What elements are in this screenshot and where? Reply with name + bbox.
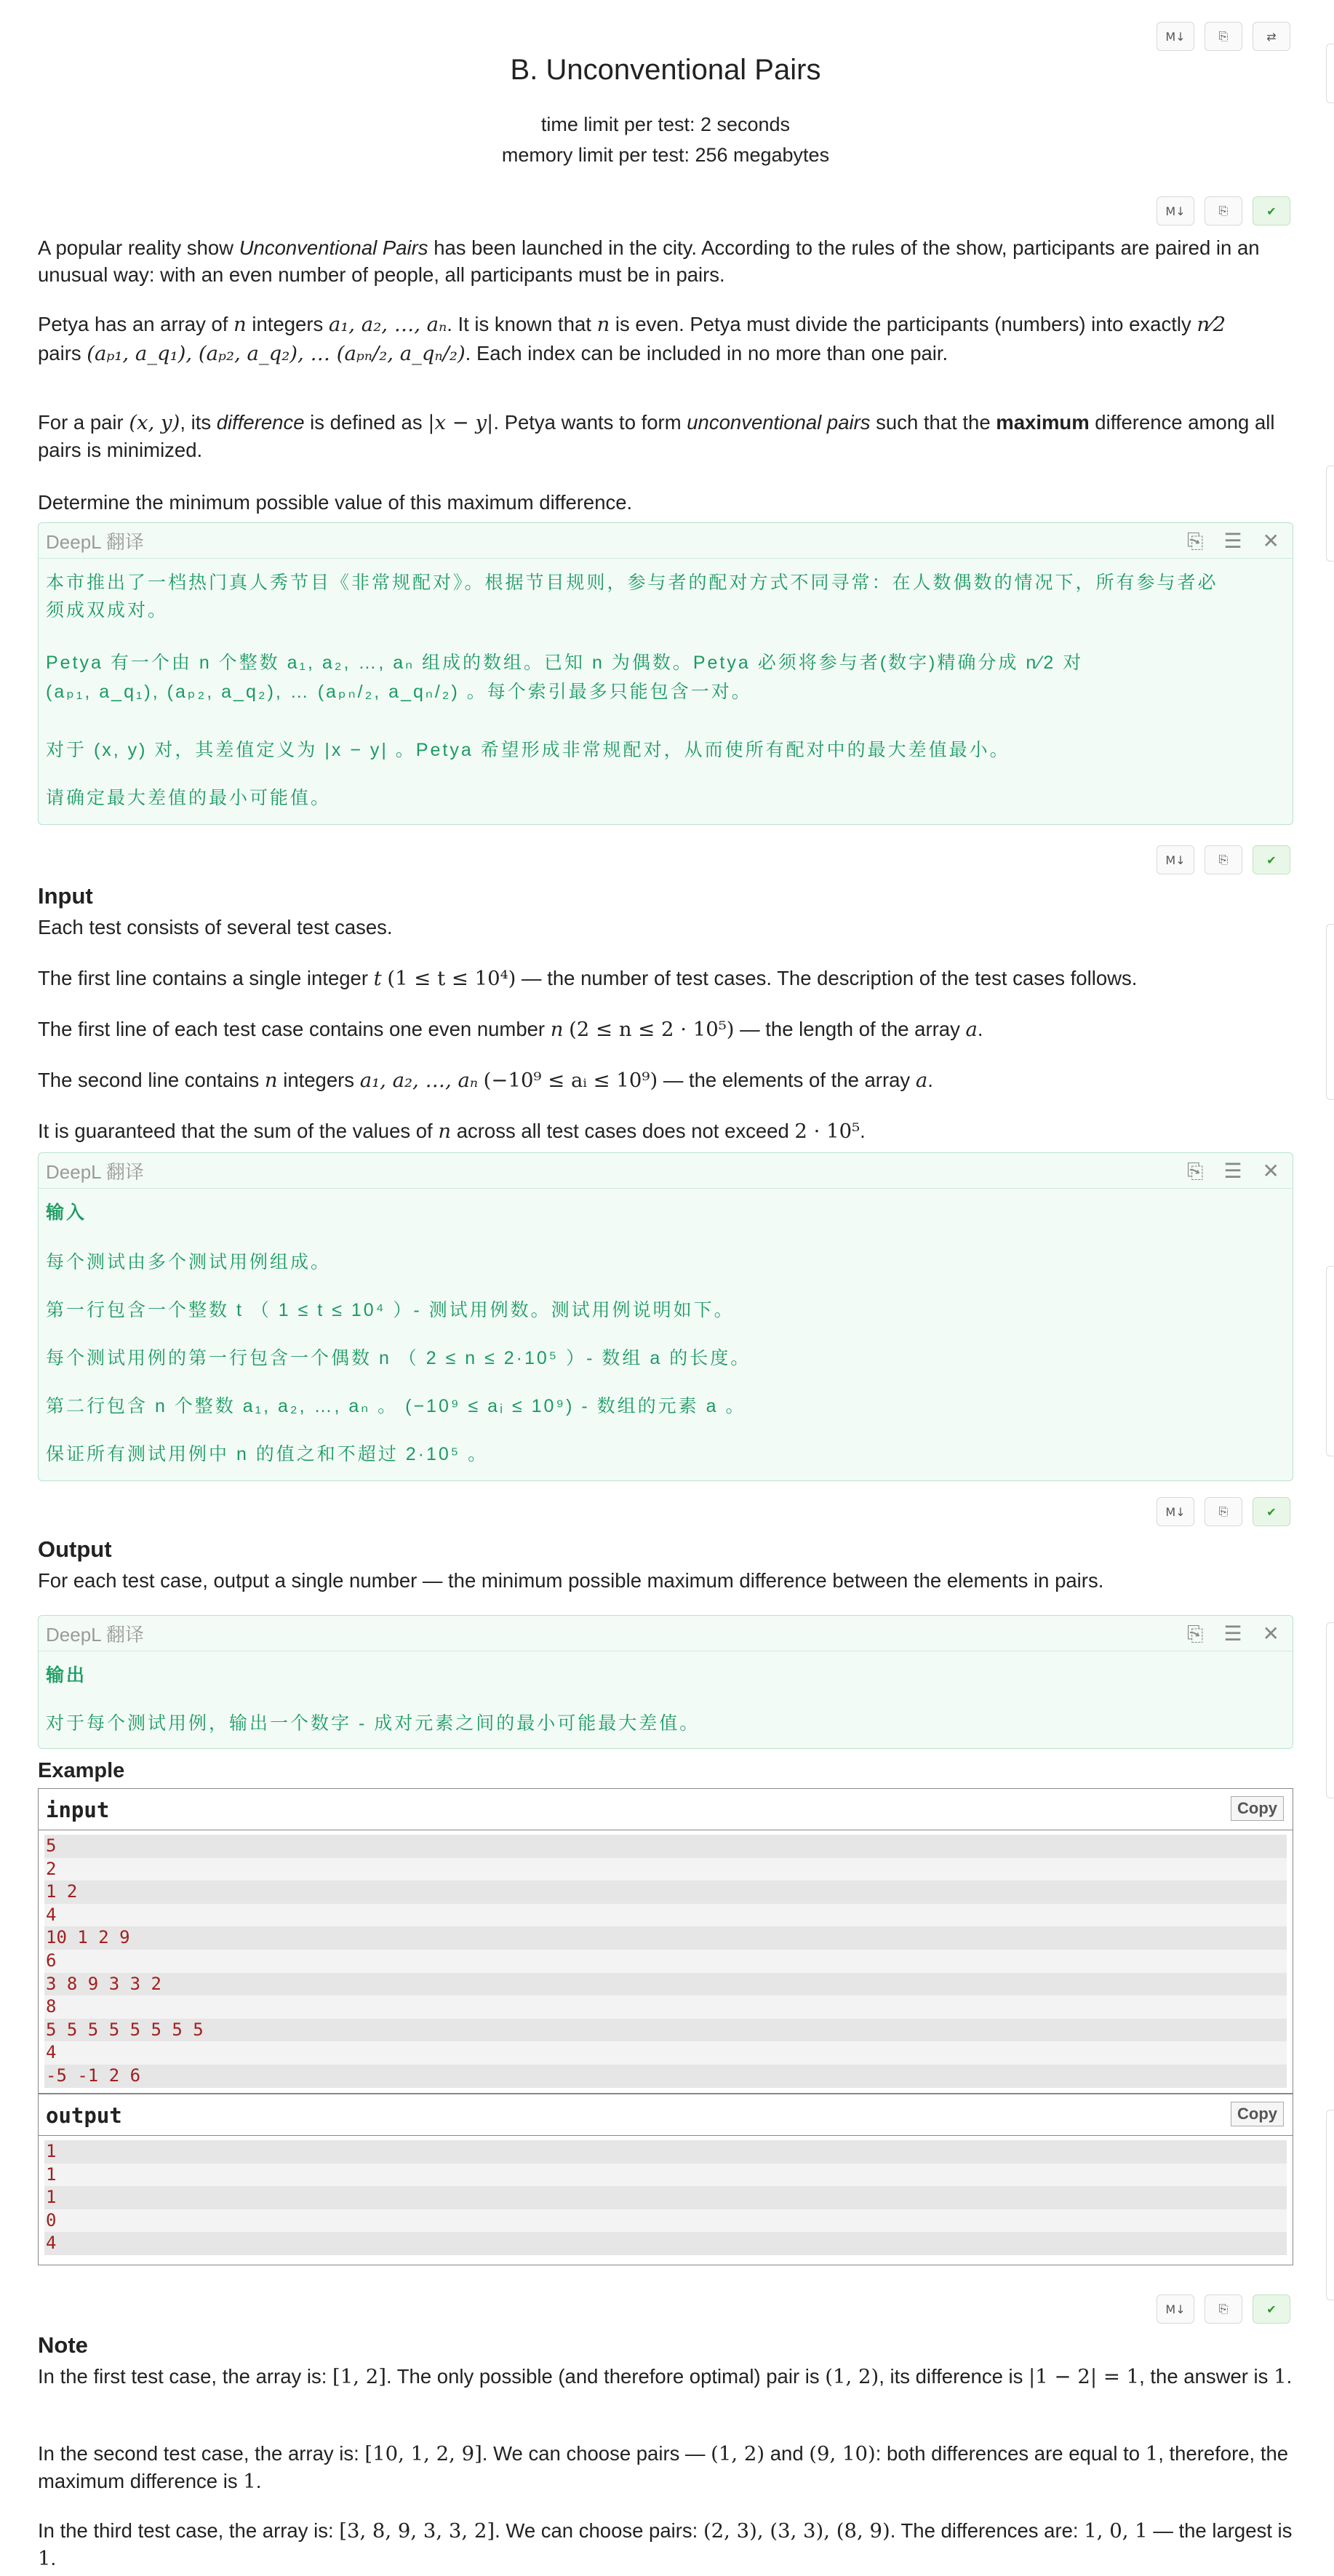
check-icon: ✔ (1266, 2302, 1277, 2316)
deepl-translation-output (38, 1615, 1293, 1749)
deepl-line: (aₚ₁, a_q₁), (aₚ₂, a_q₂), … (aₚₙ/₂, a_qₙ/₂) 。每个索引最多只能包含一对。 (46, 682, 752, 702)
deepl-label: DeepL 翻译 (46, 1623, 144, 1646)
check-icon: ✔ (1266, 1504, 1277, 1519)
deepl-line: 第一行包含一个整数 t （ 1 ≤ t ≤ 10⁴ ）- 测试用例数。测试用例说明如下。 (46, 1300, 735, 1320)
copy-button[interactable] (1205, 1497, 1242, 1526)
sidebar-tab[interactable] (1326, 2110, 1334, 2300)
markdown-button[interactable]: M↓ (1157, 196, 1194, 226)
legend-toolbar (1157, 196, 1290, 226)
deepl-line: 保证所有测试用例中 n 的值之和不超过 2·10⁵ 。 (46, 1444, 489, 1464)
deepl-header (39, 1153, 1293, 1189)
note-paragraph-3: In the third test case, the array is: [3, 8, 9, 3, 3, 2]. We can choose pairs: (2, 3), (3, 3), (8, 9). The differences are: 1, 0, 1 — the largest is 1. (38, 2519, 1293, 2570)
list-icon[interactable]: ☰ (1223, 1622, 1242, 1646)
deepl-line: 第二行包含 n 个整数 a₁, a₂, …, aₙ 。 (−10⁹ ≤ aᵢ ≤ 10⁹) - 数组的元素 a 。 (46, 1396, 746, 1416)
io-line: 3 8 9 3 3 2 (44, 1973, 1287, 1996)
input-line-3: The first line of each test case contains one even number n (2 ≤ n ≤ 2 · 10⁵) — the length of the array a. (38, 1018, 983, 1041)
markdown-button[interactable]: M↓ (1157, 845, 1194, 874)
input-box-title: input (46, 1798, 110, 1822)
output-box-title: output (46, 2103, 122, 2128)
deepl-line: 对于 (x, y) 对，其差值定义为 |x − y| 。Petya 希望形成非常规配对，从而使所有配对中的最大差值最小。 (46, 740, 1010, 760)
sidebar-tab[interactable] (1326, 44, 1334, 103)
deepl-line: 输入 (46, 1203, 87, 1223)
input-line-1: Each test consists of several test cases. (38, 916, 393, 938)
translate-icon: ⇄ (1266, 29, 1277, 44)
translate-done-button[interactable] (1253, 845, 1290, 874)
markdown-button[interactable]: M↓ (1157, 1497, 1194, 1526)
example-input-box (38, 1788, 1293, 2094)
memory-limit: memory limit per test: 256 megabytes (501, 144, 830, 166)
input-toolbar (1157, 845, 1290, 874)
copy-button[interactable] (1205, 196, 1242, 226)
note-paragraph-1: In the first test case, the array is: [1, 2]. The only possible (and therefore optimal) pair is (1, 2), its difference is |1 − 2| = 1, the answer is 1. (38, 2365, 1293, 2388)
check-icon: ✔ (1266, 204, 1277, 218)
deepl-line: 请确定最大差值的最小可能值。 (46, 788, 332, 808)
deepl-line: 对于每个测试用例，输出一个数字 - 成对元素之间的最小可能最大差值。 (46, 1713, 700, 1734)
io-line: 10 1 2 9 (44, 1926, 1287, 1950)
list-icon[interactable]: ☰ (1223, 529, 1242, 553)
copy-output-button[interactable]: Copy (1231, 2102, 1284, 2126)
deepl-line: 每个测试由多个测试用例组成。 (46, 1252, 332, 1272)
clipboard-icon: ⎘ (1218, 2302, 1229, 2316)
io-line: -5 -1 2 6 (44, 2065, 1287, 2088)
copy-input-button[interactable]: Copy (1231, 1796, 1284, 1821)
io-line: 8 (44, 1995, 1287, 2019)
copy-button[interactable] (1205, 2294, 1242, 2324)
deepl-line: 本市推出了一档热门真人秀节目《非常规配对》。根据节目规则，参与者的配对方式不同寻常：在人数偶数的情况下，所有参与者必 (46, 573, 1218, 593)
translate-button[interactable] (1253, 22, 1290, 51)
deepl-label: DeepL 翻译 (46, 530, 144, 553)
note-toolbar (1157, 2294, 1290, 2324)
note-paragraph-2: In the second test case, the array is: [10, 1, 2, 9]. We can choose pairs — (1, 2) and (9, 10): both differences are equal to 1, therefore, the maximum difference is 1. (38, 2442, 1289, 2493)
io-line: 0 (44, 2209, 1287, 2233)
deepl-line: 须成双成对。 (46, 600, 169, 621)
legend-paragraph-1: A popular reality show Unconventional Pairs has been launched in the city. According to the rules of the show, participants are paired in an unusual way: with an even number of people, all participants must be in pairs. (38, 236, 1260, 286)
input-line-5: It is guaranteed that the sum of the values of n across all test cases does not exceed 2 · 10⁵. (38, 1120, 866, 1143)
input-line-2: The first line contains a single integer t (1 ≤ t ≤ 10⁴) — the number of test cases. The description of the test cases follows. (38, 967, 1138, 990)
copy-button[interactable] (1205, 22, 1242, 51)
close-icon[interactable]: ✕ (1262, 529, 1279, 553)
time-limit: time limit per test: 2 seconds (540, 113, 791, 135)
note-title: Note (38, 2332, 88, 2358)
deepl-translation-input (38, 1152, 1293, 1481)
io-line: 1 (44, 2140, 1287, 2164)
legend-paragraph-4: Determine the minimum possible value of this maximum difference. (38, 491, 633, 514)
io-line: 1 2 (44, 1881, 1287, 1904)
example-output-lines (39, 2136, 1293, 2262)
io-line: 4 (44, 2041, 1287, 2065)
io-line: 5 5 5 5 5 5 5 5 (44, 2019, 1287, 2042)
legend-paragraph-2: Petya has an array of n integers a₁, a₂, …, aₙ. It is known that n is even. Petya must divide the participants (numbers) into exactly n⁄2 pairs (aₚ₁, a_q₁), (aₚ₂, a_q₂), … (aₚₙ/₂, a_qₙ/₂). Each index can be included in no more than one pair. (38, 313, 1226, 365)
io-line: 4 (44, 2232, 1287, 2255)
list-icon[interactable]: ☰ (1223, 1159, 1242, 1183)
sidebar-tab[interactable] (1326, 466, 1334, 562)
legend-paragraph-3: For a pair (x, y), its difference is defined as |x − y|. Petya wants to form unconventional pairs such that the maximum difference among all pairs is minimized. (38, 411, 1275, 461)
input-section-title: Input (38, 883, 93, 909)
translate-done-button[interactable] (1253, 1497, 1290, 1526)
deepl-header (39, 523, 1293, 559)
clipboard-icon[interactable]: ⎘ (1187, 529, 1204, 553)
problem-title: B. Unconventional Pairs (510, 54, 821, 86)
io-line: 6 (44, 1950, 1287, 1973)
output-toolbar (1157, 1497, 1290, 1526)
sidebar-tab[interactable] (1326, 1622, 1334, 1798)
sidebar-tab[interactable] (1326, 1266, 1334, 1456)
translate-done-button[interactable] (1253, 196, 1290, 226)
example-output-box (38, 2094, 1293, 2265)
io-line: 4 (44, 1904, 1287, 1927)
clipboard-icon: ⎘ (1218, 1504, 1229, 1518)
input-line-4: The second line contains n integers a₁, a₂, …, aₙ (−10⁹ ≤ aᵢ ≤ 10⁹) — the elements of the array a. (38, 1069, 933, 1092)
translate-done-button[interactable] (1253, 2294, 1290, 2324)
deepl-line: 每个测试用例的第一行包含一个偶数 n （ 2 ≤ n ≤ 2·10⁵ ）- 数组 a 的长度。 (46, 1348, 751, 1368)
io-line: 2 (44, 1858, 1287, 1881)
clipboard-icon: ⎘ (1218, 853, 1229, 866)
close-icon[interactable]: ✕ (1262, 1622, 1279, 1646)
deepl-translation-legend (38, 522, 1293, 825)
deepl-header (39, 1616, 1293, 1651)
right-sidebar (1324, 0, 1334, 2576)
deepl-line: 输出 (46, 1665, 87, 1686)
copy-button[interactable] (1205, 845, 1242, 874)
clipboard-icon[interactable]: ⎘ (1187, 1159, 1204, 1183)
io-line: 1 (44, 2164, 1287, 2187)
markdown-button[interactable]: M↓ (1157, 2294, 1194, 2324)
clipboard-icon[interactable]: ⎘ (1187, 1622, 1204, 1646)
header-toolbar (1157, 22, 1290, 51)
sidebar-tab[interactable] (1326, 924, 1334, 1100)
example-label: Example (38, 1759, 125, 1782)
clipboard-icon: ⎘ (1218, 204, 1229, 218)
check-icon: ✔ (1266, 853, 1277, 867)
output-section-title: Output (38, 1536, 112, 1562)
io-line: 1 (44, 2186, 1287, 2209)
problem-limits (38, 109, 1293, 170)
clipboard-icon: ⎘ (1218, 29, 1229, 43)
deepl-label: DeepL 翻译 (46, 1160, 144, 1183)
deepl-line: Petya 有一个由 n 个整数 a₁, a₂, …, aₙ 组成的数组。已知 n 为偶数。Petya 必须将参与者(数字)精确分成 n⁄2 对 (46, 653, 1084, 673)
close-icon[interactable]: ✕ (1262, 1159, 1279, 1183)
io-line: 5 (44, 1835, 1287, 1858)
example-input-lines (39, 1830, 1293, 2095)
output-line-1: For each test case, output a single number — the minimum possible maximum difference between the elements in pairs. (38, 1569, 1104, 1592)
markdown-button[interactable]: M↓ (1157, 22, 1194, 51)
